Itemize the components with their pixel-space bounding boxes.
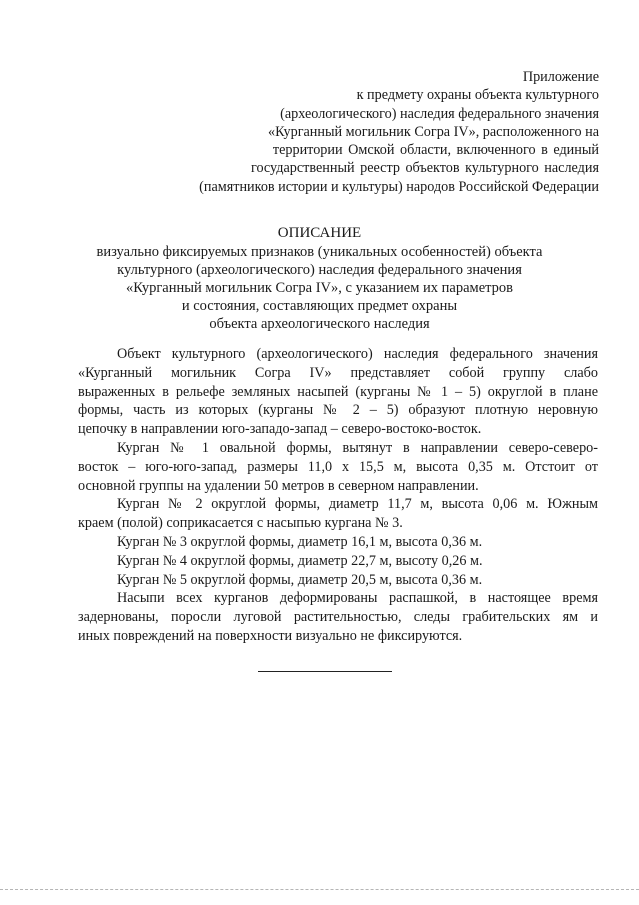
paragraph-kurgan-2 — [78, 495, 598, 533]
body-line: формы, часть из которых (курганы № 2 – 5) образуют плотную неровную — [78, 402, 598, 419]
body-line: Курган № 3 округлой формы, диаметр 16,1 м, высота 0,36 м. — [117, 533, 483, 550]
body-line: восток – юго-юго-запад, размеры 11,0 х 15,5 м, высота 0,35 м. Отстоит от — [78, 458, 598, 475]
appendix-line: территории Омской области, включенного в единый — [272, 142, 599, 159]
body-line: Курган № 4 округлой формы, диаметр 22,7 м, высоту 0,26 м. — [117, 552, 483, 569]
paragraph-kurgan-1 — [78, 439, 598, 495]
document-title: ОПИСАНИЕ — [277, 225, 362, 241]
paragraph-kurgan-4 — [78, 552, 598, 571]
footer-rule — [0, 889, 639, 890]
appendix-line: (археологического) наследия федерального значения — [280, 105, 599, 122]
heading-line: «Курганный могильник Согра IV», с указанием их параметров — [126, 280, 513, 296]
appendix-line: (памятников истории и культуры) народов Российской Федерации — [199, 178, 599, 195]
body-line: Объект культурного (археологического) наследия федерального значения — [117, 346, 598, 362]
signature-line — [258, 671, 392, 672]
document-body — [78, 345, 598, 646]
body-line: задернованы, поросли луговой растительностью, следы грабительских ям и — [78, 609, 598, 626]
heading-line: культурного (археологического) наследия федерального значения — [117, 262, 522, 278]
heading-line: объекта археологического наследия — [209, 316, 430, 332]
heading-line: визуально фиксируемых признаков (уникальных особенностей) объекта — [96, 244, 543, 260]
appendix-line: государственный реестр объектов культурного наследия — [251, 160, 599, 177]
paragraph-kurgan-5 — [78, 571, 598, 590]
appendix-line: к предмету охраны объекта культурного — [356, 87, 599, 104]
paragraph-condition — [78, 589, 598, 645]
body-line: Курган № 5 округлой формы, диаметр 20,5 м, высота 0,36 м. — [117, 571, 483, 588]
heading-line: и состояния, составляющих предмет охраны — [181, 298, 458, 314]
appendix-line: «Курганный могильник Согра IV», расположенного на — [268, 123, 599, 140]
body-line: «Курганный могильник Согра IV» представляет собой группу слабо — [78, 364, 598, 381]
appendix-line: Приложение — [522, 69, 599, 85]
body-line: Курган № 1 овальной формы, вытянут в направлении северо-северо- — [117, 439, 598, 456]
body-line: иных повреждений на поверхности визуально не фиксируются. — [78, 627, 463, 644]
paragraph-kurgan-3 — [78, 533, 598, 552]
body-line: выраженных в рельефе земляных насыпей (курганы № 1 – 5) округлой в плане — [78, 383, 598, 400]
appendix-header — [129, 68, 599, 196]
body-line: Курган № 2 округлой формы, диаметр 11,7 м, высота 0,06 м. Южным — [117, 496, 598, 513]
body-line: Насыпи всех курганов деформированы распашкой, в настоящее время — [117, 590, 598, 607]
body-line: цепочку в направлении юго-западо-запад – северо-востоко-восток. — [78, 421, 482, 438]
body-line: основной группы на удалении 50 метров в северном направлении. — [78, 477, 479, 494]
paragraph-description — [78, 345, 598, 439]
document-heading — [0, 224, 639, 333]
body-line: краем (полой) соприкасается с насыпью кургана № 3. — [78, 515, 403, 532]
